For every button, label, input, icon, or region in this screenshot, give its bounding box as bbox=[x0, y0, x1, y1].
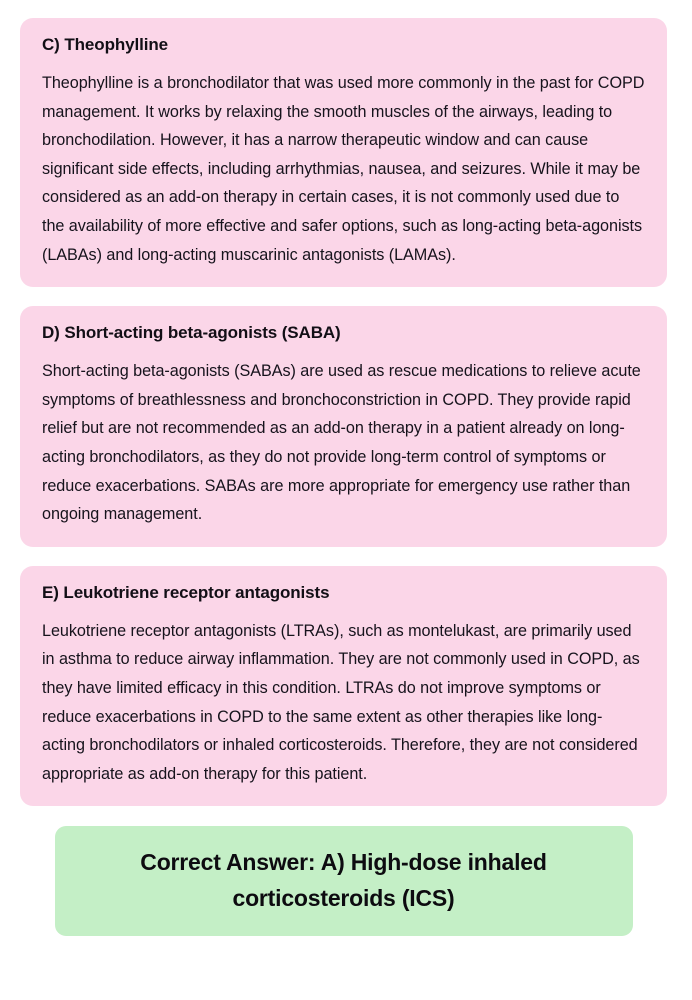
option-e-body: Leukotriene receptor antagonists (LTRAs), such as montelukast, are primarily used in asthma to reduce airway inflammation. They are not commonly used in COPD, as they have limited efficacy in this condition. LTRAs do not improve symptoms or reduce exacerbations in COPD to the same extent as other therapies like long-acting bronchodilators or inhaled corticosteroids. Therefore, they are not considered appropriate as add-on therapy for this patient. bbox=[42, 621, 640, 783]
correct-answer-container bbox=[20, 826, 667, 936]
option-card-c bbox=[20, 18, 667, 287]
option-card-d bbox=[20, 306, 667, 547]
option-d-body: Short-acting beta-agonists (SABAs) are used as rescue medications to relieve acute symptoms of breathlessness and bronchoconstriction in COPD. They provide rapid relief but are not recommended as an add-on therapy in a patient already on long-acting bronchodilators, as they do not provide long-term control of symptoms or reduce exacerbations. SABAs are more appropriate for emergency use rather than ongoing management. bbox=[42, 362, 641, 524]
correct-answer-box bbox=[55, 826, 633, 936]
option-c-body: Theophylline is a bronchodilator that was used more commonly in the past for COPD management. It works by relaxing the smooth muscles of the airways, leading to bronchodilation. However, it has a narrow therapeutic window and can cause significant side effects, including arrhythmias, nausea, and seizures. While it may be considered as an add-on therapy in certain cases, it is not commonly used due to the availability of more effective and safer options, such as long-acting beta-agonists (LABAs) and long-acting muscarinic antagonists (LAMAs). bbox=[42, 74, 645, 264]
correct-answer-text: Correct Answer: A) High-dose inhaled corticosteroids (ICS) bbox=[140, 849, 547, 912]
option-card-e bbox=[20, 566, 667, 807]
option-c-title: C) Theophylline bbox=[42, 35, 169, 54]
option-e-title: E) Leukotriene receptor antagonists bbox=[42, 582, 330, 602]
option-d-title: D) Short-acting beta-agonists (SABA) bbox=[42, 323, 341, 343]
